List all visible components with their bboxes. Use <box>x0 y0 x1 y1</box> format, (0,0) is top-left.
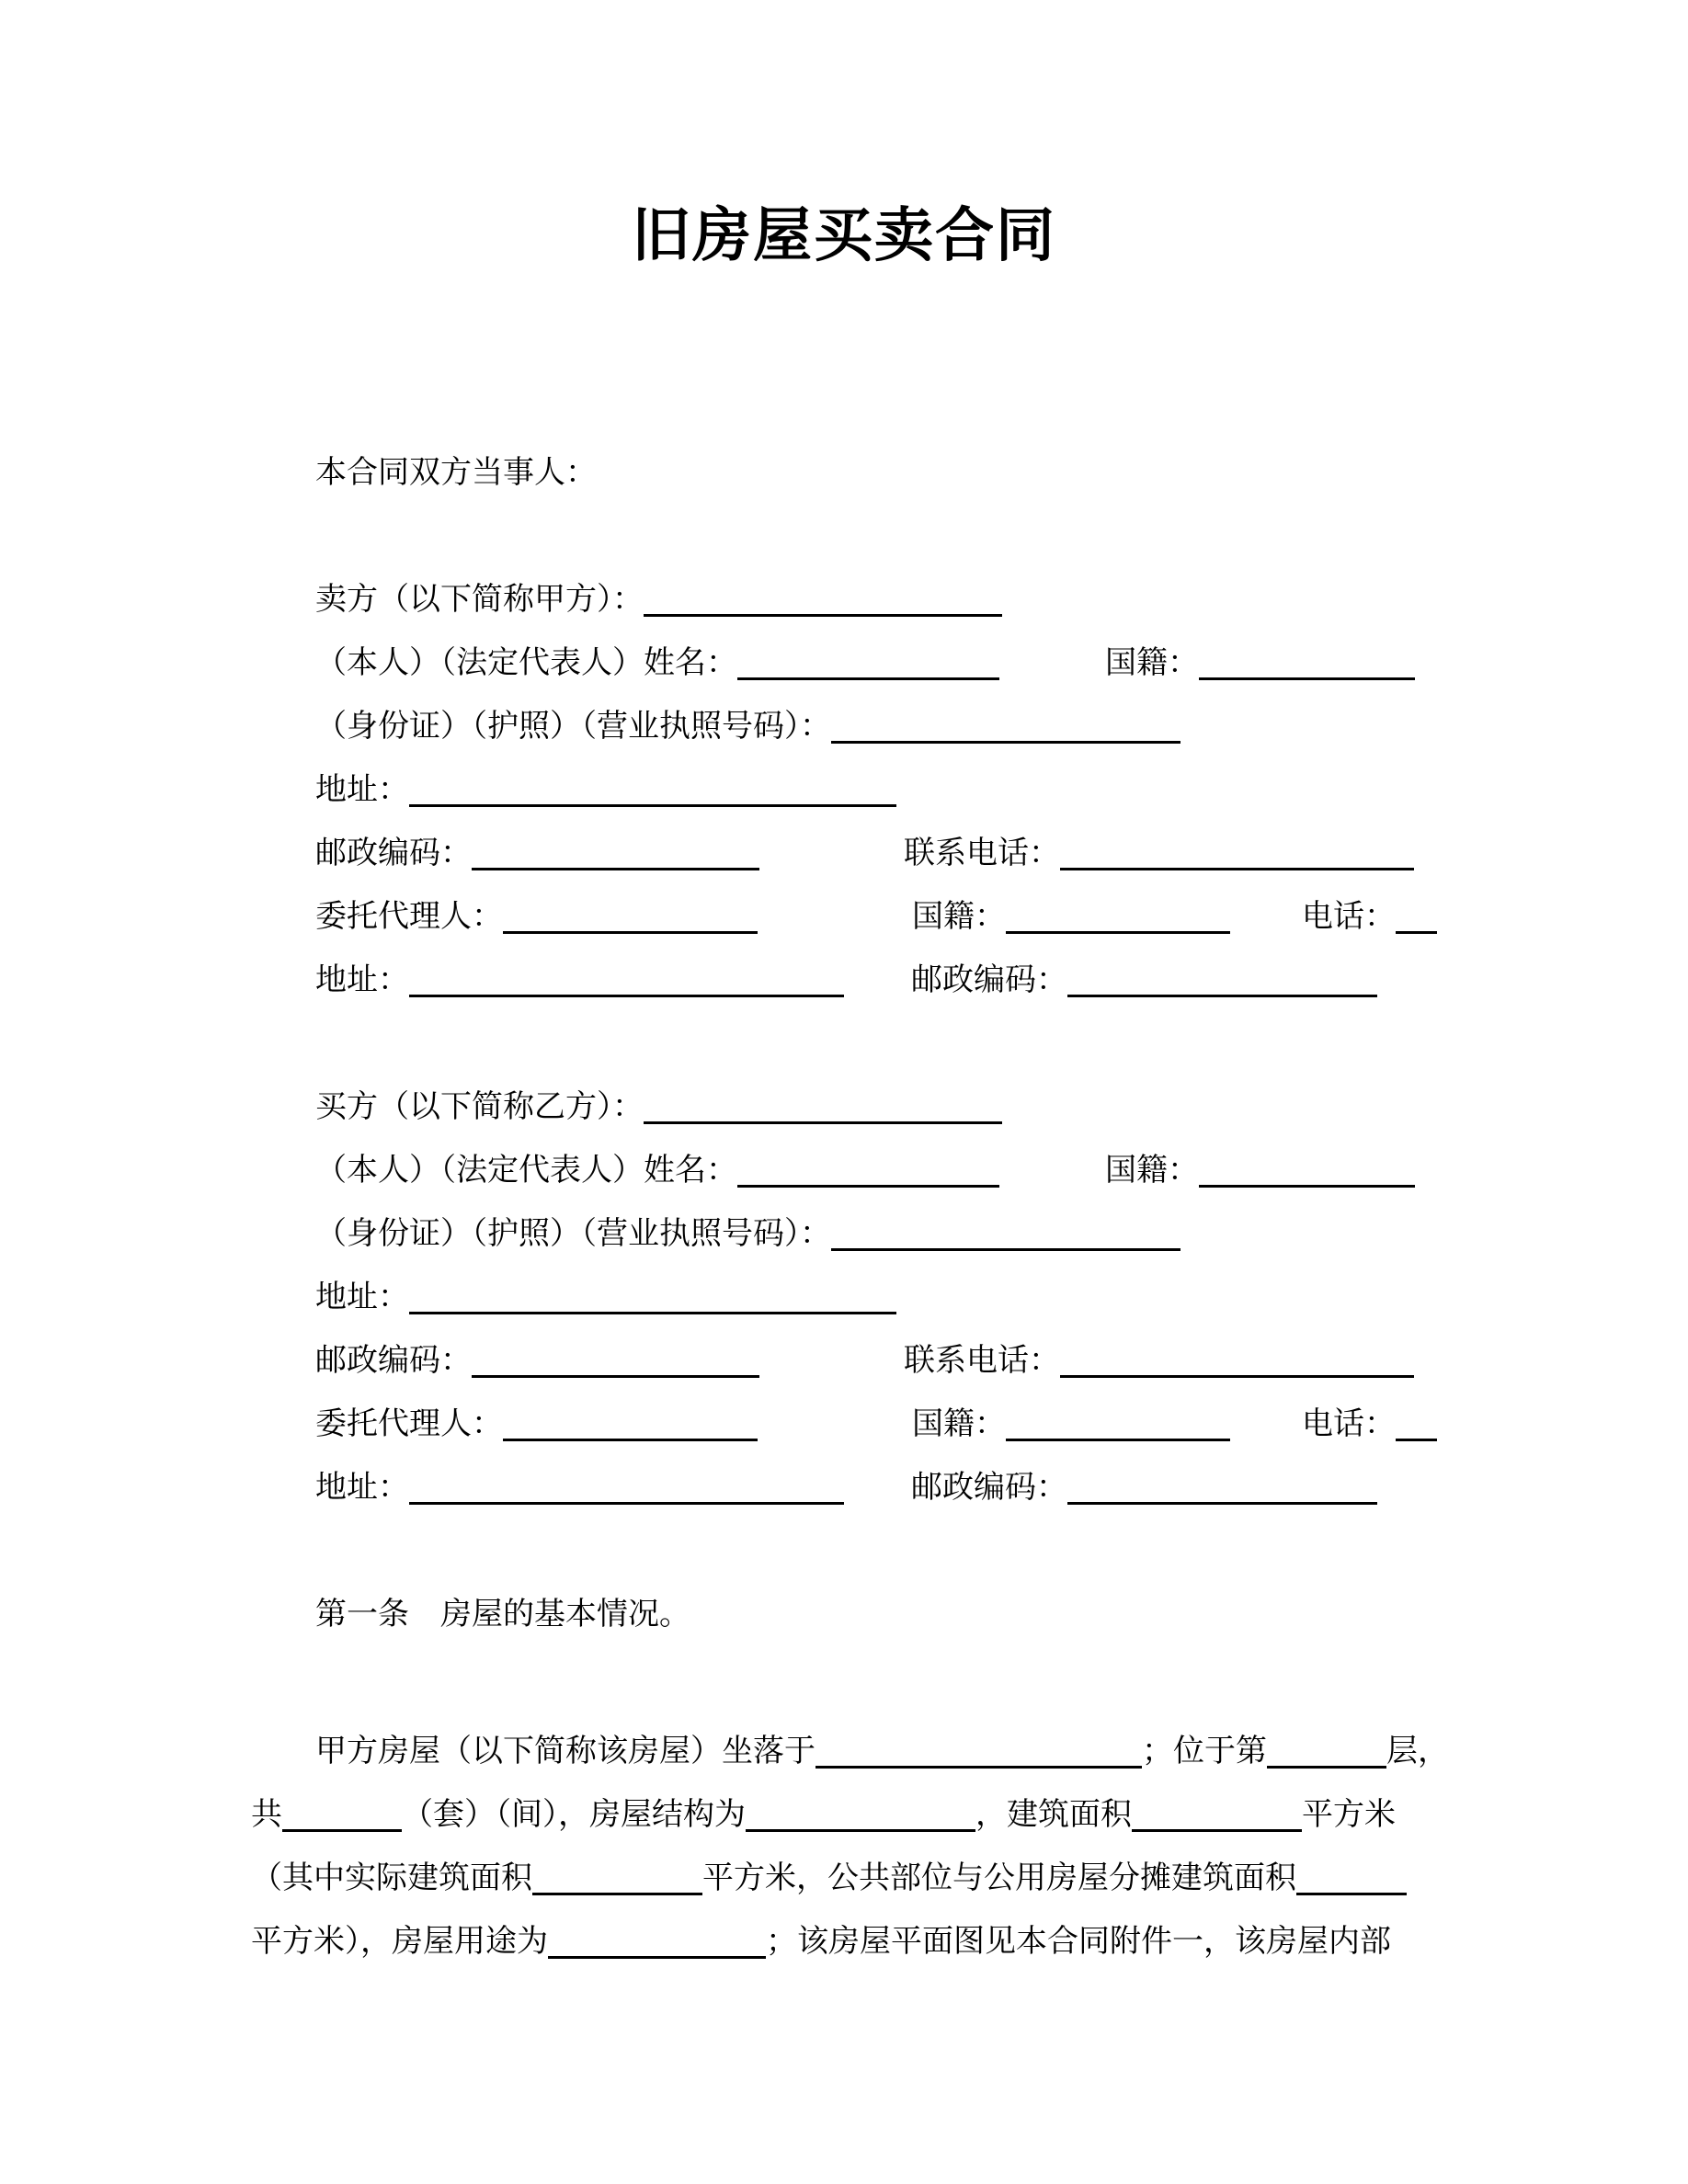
seller-agent-label: 委托代理人： <box>315 900 503 934</box>
seller-nationality-blank <box>1199 677 1415 680</box>
field-row-buyer-heading <box>251 1075 1437 1139</box>
article1-heading: 第一条 房屋的基本情况。 <box>315 1598 690 1632</box>
seller-nationality-label: 国籍： <box>1105 646 1199 680</box>
buyer-postcode2-blank <box>1067 1502 1377 1505</box>
buyer-id-label: （身份证）（护照）（营业执照号码）： <box>315 1217 831 1251</box>
seller-postcode-blank <box>472 868 759 870</box>
spacer <box>251 505 1437 568</box>
seller-agent-blank <box>503 931 758 934</box>
field-row-seller-heading <box>251 568 1437 631</box>
intro-text: 本合同双方当事人： <box>315 456 597 490</box>
seller-postcode2-blank <box>1067 995 1377 997</box>
seller-id-blank <box>831 741 1180 744</box>
seller-heading-label: 卖方（以下简称甲方）： <box>315 583 644 617</box>
intro-line <box>251 441 1437 505</box>
seller-agent-phone-blank <box>1396 931 1437 934</box>
buyer-postcode-label: 邮政编码： <box>315 1344 472 1378</box>
structure-blank <box>746 1829 975 1832</box>
para-text: ；位于第 <box>1142 1735 1267 1769</box>
article1-heading-row <box>251 1583 1437 1646</box>
para-text: 平方米，公共部位与公用房屋分摊建筑面积 <box>702 1861 1296 1895</box>
seller-postcode2-label: 邮政编码： <box>911 963 1067 997</box>
field-row-buyer-address <box>251 1266 1437 1329</box>
buyer-heading-label: 买方（以下简称乙方）： <box>315 1090 644 1124</box>
buyer-address2-blank <box>409 1502 844 1505</box>
seller-rep-name-blank <box>737 677 999 680</box>
buyer-agent-blank <box>503 1439 758 1441</box>
buyer-agent-nationality-label: 国籍： <box>912 1407 1006 1441</box>
article1-paragraph <box>251 1720 1449 1974</box>
seller-agent-phone-label: 电话： <box>1302 900 1396 934</box>
spacer <box>251 1012 1437 1075</box>
buyer-agent-nationality-blank <box>1006 1439 1230 1441</box>
seller-phone-label: 联系电话： <box>904 836 1060 870</box>
para-text: ，建筑面积 <box>975 1798 1132 1832</box>
seller-agent-nationality-label: 国籍： <box>912 900 1006 934</box>
contract-body <box>251 441 1449 1974</box>
buyer-rep-name-label: （本人）（法定代表人）姓名： <box>315 1154 737 1188</box>
buyer-agent-phone-label: 电话： <box>1302 1407 1396 1441</box>
unit-count-blank <box>282 1829 402 1832</box>
paragraph-line <box>251 1847 1437 1910</box>
location-blank <box>815 1766 1142 1769</box>
para-text: 甲方房屋（以下简称该房屋）坐落于 <box>315 1735 815 1769</box>
buyer-section <box>251 1075 1437 1519</box>
seller-section <box>251 568 1437 1012</box>
floor-blank <box>1267 1766 1386 1769</box>
para-text: 共 <box>251 1798 282 1832</box>
buyer-address-label: 地址： <box>315 1280 409 1314</box>
para-text: 层， <box>1386 1735 1449 1769</box>
buyer-agent-label: 委托代理人： <box>315 1407 503 1441</box>
shared-area-blank <box>1296 1893 1407 1895</box>
field-row-buyer-agent <box>251 1393 1437 1456</box>
field-row-seller-agent <box>251 885 1437 949</box>
area-blank <box>1132 1829 1302 1832</box>
buyer-address-blank <box>409 1312 896 1314</box>
para-text: 平方米），房屋用途为 <box>251 1925 548 1959</box>
seller-address-blank <box>409 804 896 807</box>
seller-agent-nationality-blank <box>1006 931 1230 934</box>
buyer-address2-label: 地址： <box>315 1471 409 1505</box>
field-row-buyer-postcode-phone <box>251 1329 1437 1393</box>
para-text: 平方米 <box>1302 1798 1396 1832</box>
buyer-postcode2-label: 邮政编码： <box>911 1471 1067 1505</box>
para-text: ；该房屋平面图见本合同附件一，该房屋内部 <box>766 1925 1391 1959</box>
field-row-seller-address <box>251 758 1437 822</box>
seller-id-label: （身份证）（护照）（营业执照号码）： <box>315 710 831 744</box>
seller-rep-name-label: （本人）（法定代表人）姓名： <box>315 646 737 680</box>
seller-phone-blank <box>1060 868 1414 870</box>
field-row-seller-postcode-phone <box>251 822 1437 885</box>
field-row-seller-name <box>251 631 1437 695</box>
seller-address2-blank <box>409 995 844 997</box>
paragraph-line <box>251 1783 1437 1847</box>
buyer-nationality-label: 国籍： <box>1105 1154 1199 1188</box>
field-row-seller-address2 <box>251 949 1437 1012</box>
buyer-agent-phone-blank <box>1396 1439 1437 1441</box>
buyer-postcode-blank <box>472 1375 759 1378</box>
buyer-name-blank <box>644 1121 1002 1124</box>
usage-blank <box>548 1956 766 1959</box>
buyer-id-blank <box>831 1248 1180 1251</box>
seller-address2-label: 地址： <box>315 963 409 997</box>
paragraph-line <box>251 1720 1449 1783</box>
spacer <box>251 1519 1437 1583</box>
field-row-buyer-name <box>251 1139 1437 1202</box>
buyer-phone-blank <box>1060 1375 1414 1378</box>
contract-title: 旧房屋买卖合同 <box>632 202 1056 270</box>
buyer-phone-label: 联系电话： <box>904 1344 1060 1378</box>
seller-name-blank <box>644 614 1002 617</box>
para-text: （其中实际建筑面积 <box>251 1861 532 1895</box>
paragraph-line <box>251 1910 1437 1974</box>
field-row-seller-id <box>251 695 1437 758</box>
spacer <box>251 1646 1437 1720</box>
field-row-buyer-id <box>251 1202 1437 1266</box>
buyer-rep-name-blank <box>737 1185 999 1188</box>
actual-area-blank <box>532 1893 702 1895</box>
buyer-nationality-blank <box>1199 1185 1415 1188</box>
seller-postcode-label: 邮政编码： <box>315 836 472 870</box>
field-row-buyer-address2 <box>251 1456 1437 1519</box>
seller-address-label: 地址： <box>315 773 409 807</box>
para-text: （套）（间），房屋结构为 <box>402 1798 746 1832</box>
